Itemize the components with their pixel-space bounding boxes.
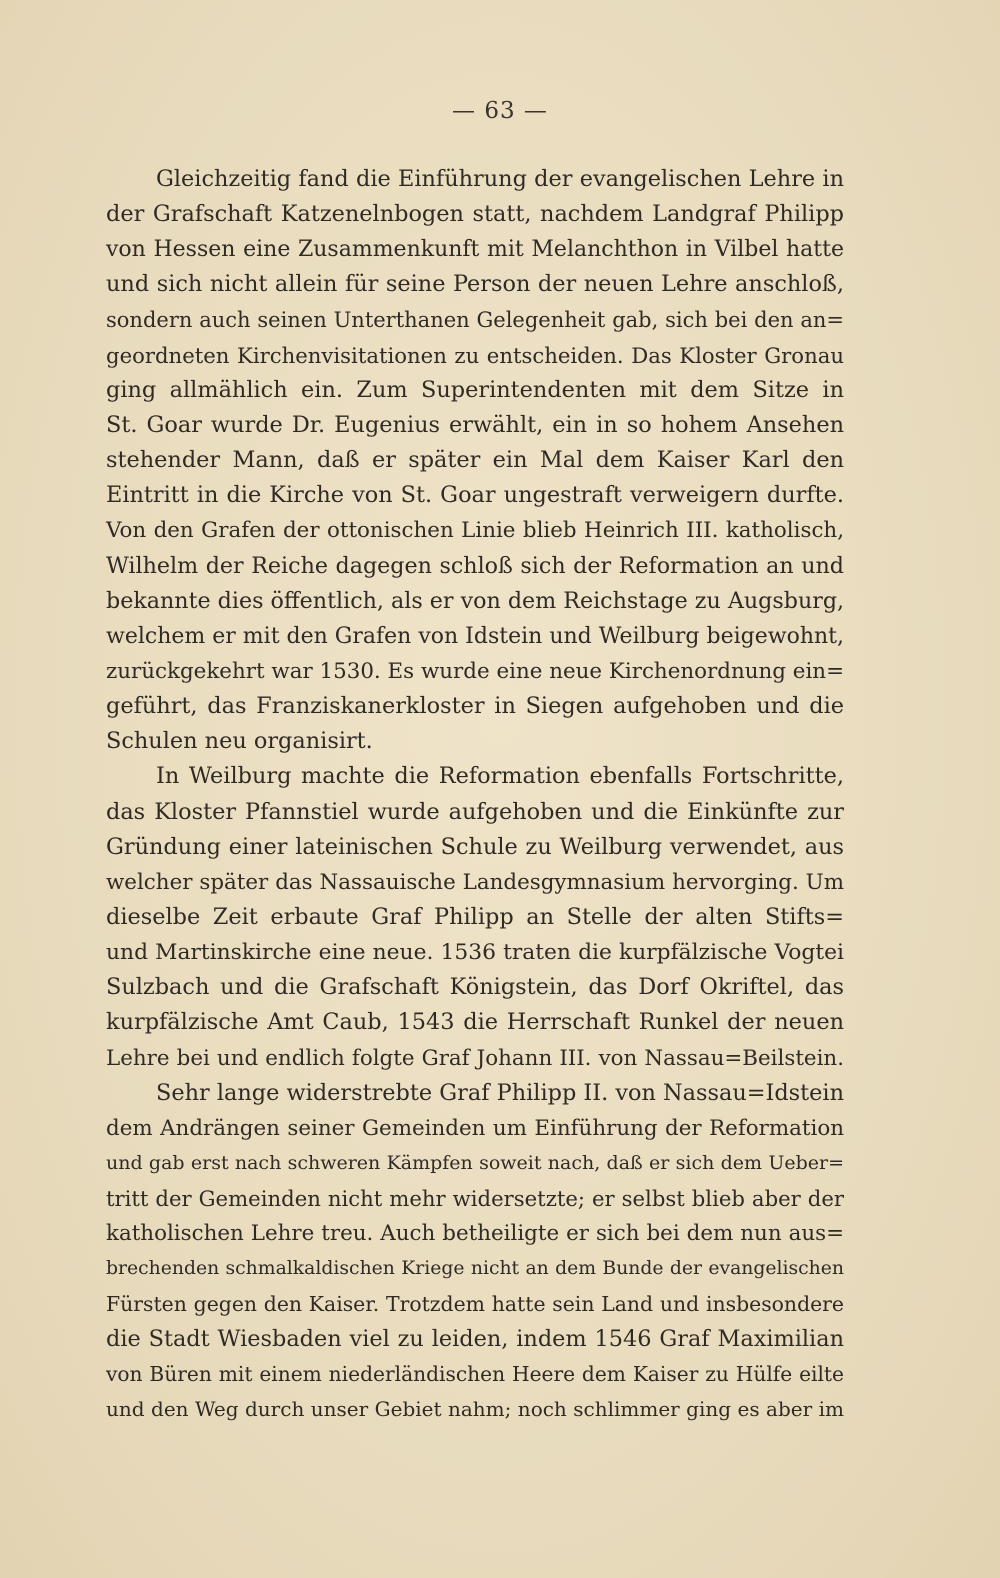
- text-line: und gab erst nach schweren Kämpfen soweit nach, daß er sich dem Ueber=: [106, 1151, 844, 1174]
- page-number: — 63 —: [452, 98, 548, 124]
- text-line: Von den Grafen der ottonischen Linie blieb Heinrich III. katholisch,: [106, 518, 844, 544]
- text-line: Gründung einer lateinischen Schule zu Weilburg verwendet, aus: [106, 833, 844, 860]
- text-line: Fürsten gegen den Kaiser. Trotzdem hatte sein Land und insbesondere: [106, 1291, 844, 1316]
- text-line: geordneten Kirchenvisitationen zu entscheiden. Das Kloster Gronau: [106, 342, 844, 368]
- text-line: brechenden schmalkaldischen Kriege nicht an dem Bunde der evangelischen: [106, 1258, 844, 1280]
- paragraph: [106, 759, 844, 1075]
- text-line: von Büren mit einem niederländischen Heere dem Kaiser zu Hülfe eilte: [106, 1361, 844, 1386]
- text-line: stehender Mann, daß er später ein Mal dem Kaiser Karl den: [106, 447, 844, 474]
- text-line: welcher später das Nassauische Landesgymnasium hervorging. Um: [106, 869, 844, 895]
- text-line: das Kloster Pfannstiel wurde aufgehoben und die Einkünfte zur: [106, 798, 844, 825]
- text-line: Eintritt in die Kirche von St. Goar ungestraft verweigern durfte.: [106, 482, 844, 509]
- text-line: Sulzbach und die Grafschaft Königstein, das Dorf Okriftel, das: [106, 974, 844, 1001]
- text-line: Gleichzeitig fand die Einführung der evangelischen Lehre in: [156, 166, 844, 192]
- text-line: die Stadt Wiesbaden viel zu leiden, indem 1546 Graf Maximilian: [106, 1325, 844, 1352]
- text-line: sondern auch seinen Unterthanen Gelegenheit gab, sich bei den an=: [106, 307, 844, 332]
- text-line: von Hessen eine Zusammenkunft mit Melanchthon in Vilbel hatte: [106, 237, 844, 263]
- text-line: und sich nicht allein für seine Person der neuen Lehre anschloß,: [106, 271, 844, 298]
- text-line: In Weilburg machte die Reformation ebenfalls Fortschritte,: [156, 763, 844, 790]
- text-line: Wilhelm der Reiche dagegen schloß sich der Reformation an und: [106, 552, 844, 579]
- text-line: dieselbe Zeit erbaute Graf Philipp an Stelle der alten Stifts=: [106, 903, 844, 930]
- text-line: tritt der Gemeinden nicht mehr widersetzte; er selbst blieb aber der: [106, 1186, 844, 1212]
- text-line: Lehre bei und endlich folgte Graf Johann III. von Nassau=Beilstein.: [106, 1045, 844, 1071]
- text-line: katholischen Lehre treu. Auch betheiligte er sich bei dem nun aus=: [106, 1221, 844, 1247]
- text-line: kurpfälzische Amt Caub, 1543 die Herrschaft Runkel der neuen: [106, 1009, 844, 1036]
- text-line: zurückgekehrt war 1530. Es wurde eine neue Kirchenordnung ein=: [106, 658, 844, 684]
- paragraph: [106, 1076, 844, 1427]
- text-line: bekannte dies öffentlich, als er von dem Reichstage zu Augsburg,: [106, 587, 845, 614]
- text-line: St. Goar wurde Dr. Eugenius erwählt, ein in so hohem Ansehen: [106, 411, 844, 438]
- body-text: [106, 162, 844, 1427]
- text-line: und Martinskirche eine neue. 1536 traten die kurpfälzische Vogtei: [106, 940, 844, 966]
- text-line: und den Weg durch unser Gebiet nahm; noch schlimmer ging es aber im: [106, 1396, 844, 1421]
- text-line: ging allmählich ein. Zum Superintendenten mit dem Sitze in: [106, 376, 844, 403]
- text-line: Sehr lange widerstrebte Graf Philipp II. von Nassau=Idstein: [156, 1079, 844, 1106]
- text-line: geführt, das Franziskanerkloster in Siegen aufgehoben und die: [106, 693, 844, 720]
- text-line: der Grafschaft Katzenelnbogen statt, nachdem Landgraf Philipp: [106, 201, 844, 228]
- paragraph: [106, 162, 844, 759]
- text-line: Schulen neu organisirt.: [106, 728, 373, 755]
- text-line: dem Andrängen seiner Gemeinden um Einführung der Reformation: [106, 1115, 844, 1141]
- text-line: welchem er mit den Grafen von Idstein und Weilburg beigewohnt,: [106, 623, 844, 649]
